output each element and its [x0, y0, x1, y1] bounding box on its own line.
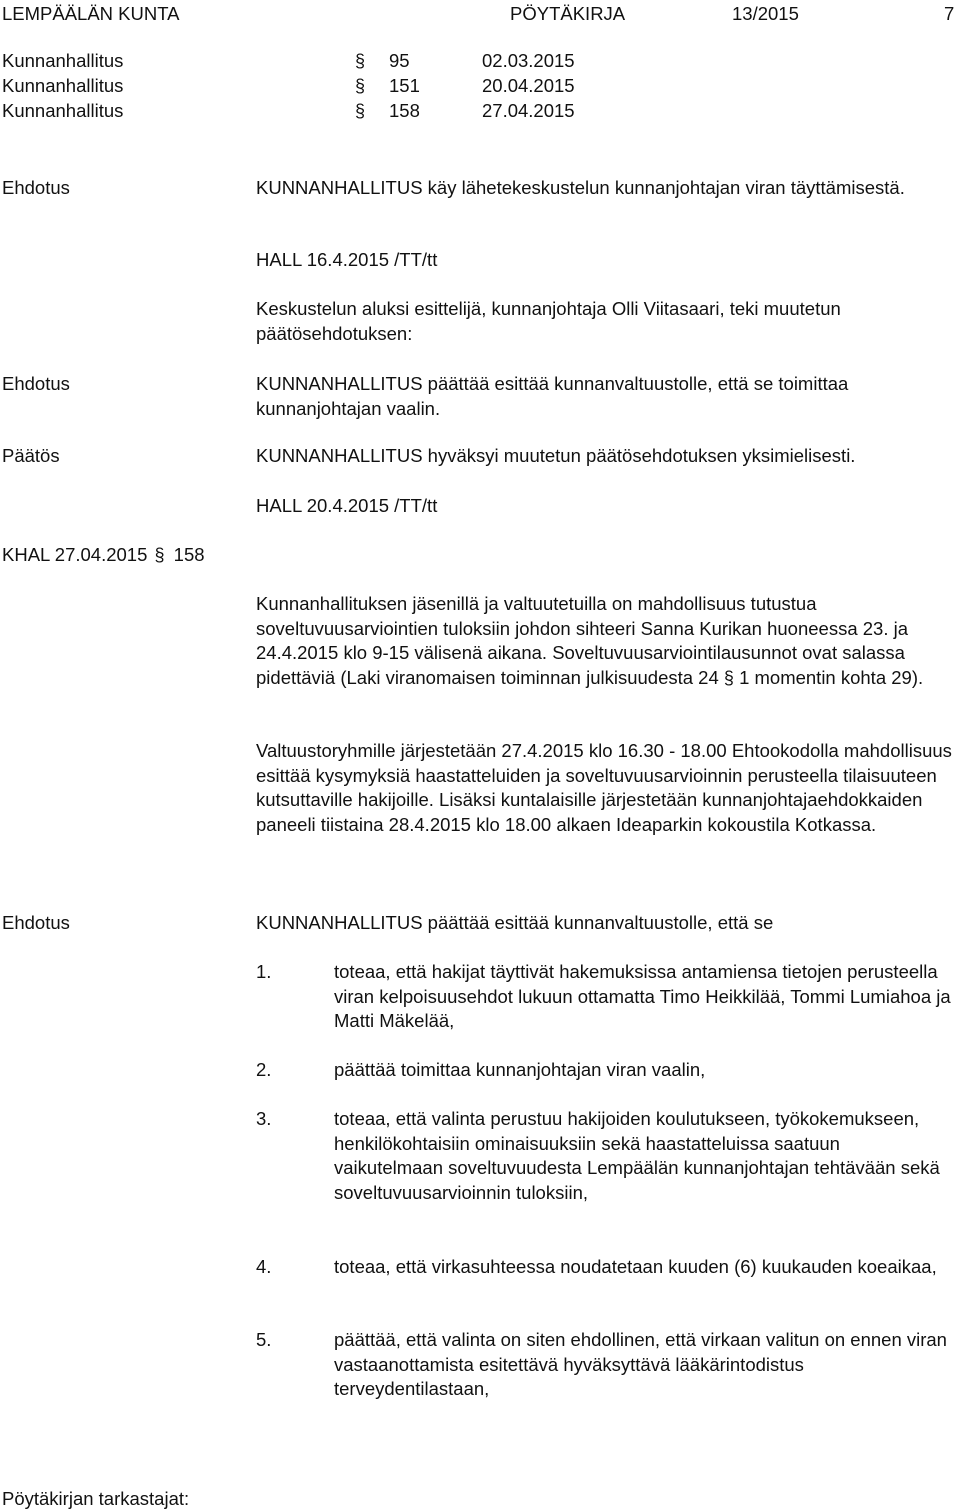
reference-date: 02.03.2015: [482, 50, 575, 71]
organization-name: LEMPÄÄLÄN KUNTA: [2, 3, 180, 24]
section-sign: §: [723, 667, 734, 688]
footer-label: Pöytäkirjan tarkastajat:: [2, 1488, 190, 1509]
label-ehdotus: Ehdotus: [2, 177, 70, 198]
signature-line: HALL 20.4.2015 /TT/tt: [256, 495, 438, 516]
label-paatos: Päätös: [2, 445, 60, 466]
section-sign: §: [355, 76, 366, 96]
reference-body: Kunnanhallitus: [2, 100, 124, 121]
section-sign: §: [355, 51, 366, 71]
khal-reference: [2, 543, 205, 568]
list-item-text: toteaa, että virkasuhteessa noudatetaan kuuden (6) kuukauden koeaikaa,: [334, 1256, 937, 1277]
list-item-number: 3.: [256, 1108, 272, 1129]
reference-date: 20.04.2015: [482, 75, 575, 96]
reference-number: 95: [389, 50, 410, 71]
document-number: 13/2015: [732, 3, 799, 24]
reference-body: Kunnanhallitus: [2, 50, 124, 71]
info-paragraph-end: 1 momentin kohta 29).: [739, 666, 924, 688]
list-item-number: 1.: [256, 961, 272, 982]
ehdotus-lead: KUNNANHALLITUS päättää esittää kunnanvaltuustolle, että se: [256, 912, 774, 933]
label-ehdotus: Ehdotus: [2, 912, 70, 933]
list-item-text: päättää, että valinta on siten ehdollinen, että virkaan valitun on ennen viran vastaanottamista esitettävä hyväksyttävä lääkärintodistus terveydentilastaan,: [334, 1329, 947, 1399]
khal-label: KHAL 27.04.2015: [2, 544, 148, 565]
document-type: PÖYTÄKIRJA: [510, 3, 626, 24]
list-item-number: 4.: [256, 1256, 272, 1277]
section-sign: §: [355, 101, 366, 121]
label-ehdotus: Ehdotus: [2, 373, 70, 394]
intro-paragraph: Keskustelun aluksi esittelijä, kunnanjohtaja Olli Viitasaari, teki muutetun päätösehdotuksen:: [256, 298, 841, 344]
reference-date: 27.04.2015: [482, 100, 575, 121]
ehdotus-text: KUNNANHALLITUS käy lähetekeskustelun kunnanjohtajan viran täyttämisestä.: [256, 177, 905, 198]
section-sign: §: [154, 545, 165, 565]
list-item-text: toteaa, että hakijat täyttivät hakemuksissa antamiensa tietojen perusteella viran kelpoisuusehdot lukuun ottamatta Timo Heikkilää, Tommi Lumiahoa ja Matti Mäkelää,: [334, 961, 951, 1031]
info-paragraph: [256, 592, 956, 690]
signature-line: HALL 16.4.2015 /TT/tt: [256, 249, 438, 270]
ehdotus-text: KUNNANHALLITUS päättää esittää kunnanvaltuustolle, että se toimittaa kunnanjohtajan vaalin.: [256, 373, 849, 419]
list-item-text: päättää toimittaa kunnanjohtajan viran vaalin,: [334, 1059, 706, 1080]
list-item-number: 5.: [256, 1329, 272, 1350]
reference-number: 151: [389, 75, 420, 96]
paatos-text: KUNNANHALLITUS hyväksyi muutetun päätösehdotuksen yksimielisesti.: [256, 445, 856, 466]
reference-number: 158: [389, 100, 420, 121]
khal-number: 158: [173, 544, 205, 565]
reference-body: Kunnanhallitus: [2, 75, 124, 96]
list-item-text: toteaa, että valinta perustuu hakijoiden koulutukseen, työkokemukseen, henkilökohtaisiin ominaisuuksiin sekä haastatteluissa saatuun vaikutelmaan soveltuvuudesta Lempäälän kunnanjohtajan tehtävään sekä soveltuvuusarvioinnin tuloksiin,: [334, 1108, 940, 1203]
list-item-number: 2.: [256, 1059, 272, 1080]
info-paragraph-text: Kunnanhallituksen jäsenillä ja valtuutetuilla on mahdollisuus tutustua soveltuvuusarviointien tuloksiin johdon sihteeri Sanna Kurikan huoneessa 23. ja 24.4.2015 klo 9-15 välisenä aikana. Soveltuvuusarviointilausunnot ovat salassa pidettäviä (Laki viranomaisen toiminnan julkisuudesta 24: [256, 593, 909, 688]
page-number: 7: [944, 3, 955, 24]
info-paragraph: Valtuustoryhmille järjestetään 27.4.2015 klo 16.30 - 18.00 Ehtookodolla mahdollisuus esittää kysymyksiä haastatteluiden ja soveltuvuusarvioinnin perusteella tilaisuuteen kutsuttaville hakijoille. Lisäksi kuntalaisille järjestetään kunnanjohtajaehdokkaiden paneeli tiistaina 28.4.2015 klo 18.00 alkaen Ideaparkin kokoustila Kotkassa.: [256, 740, 952, 835]
